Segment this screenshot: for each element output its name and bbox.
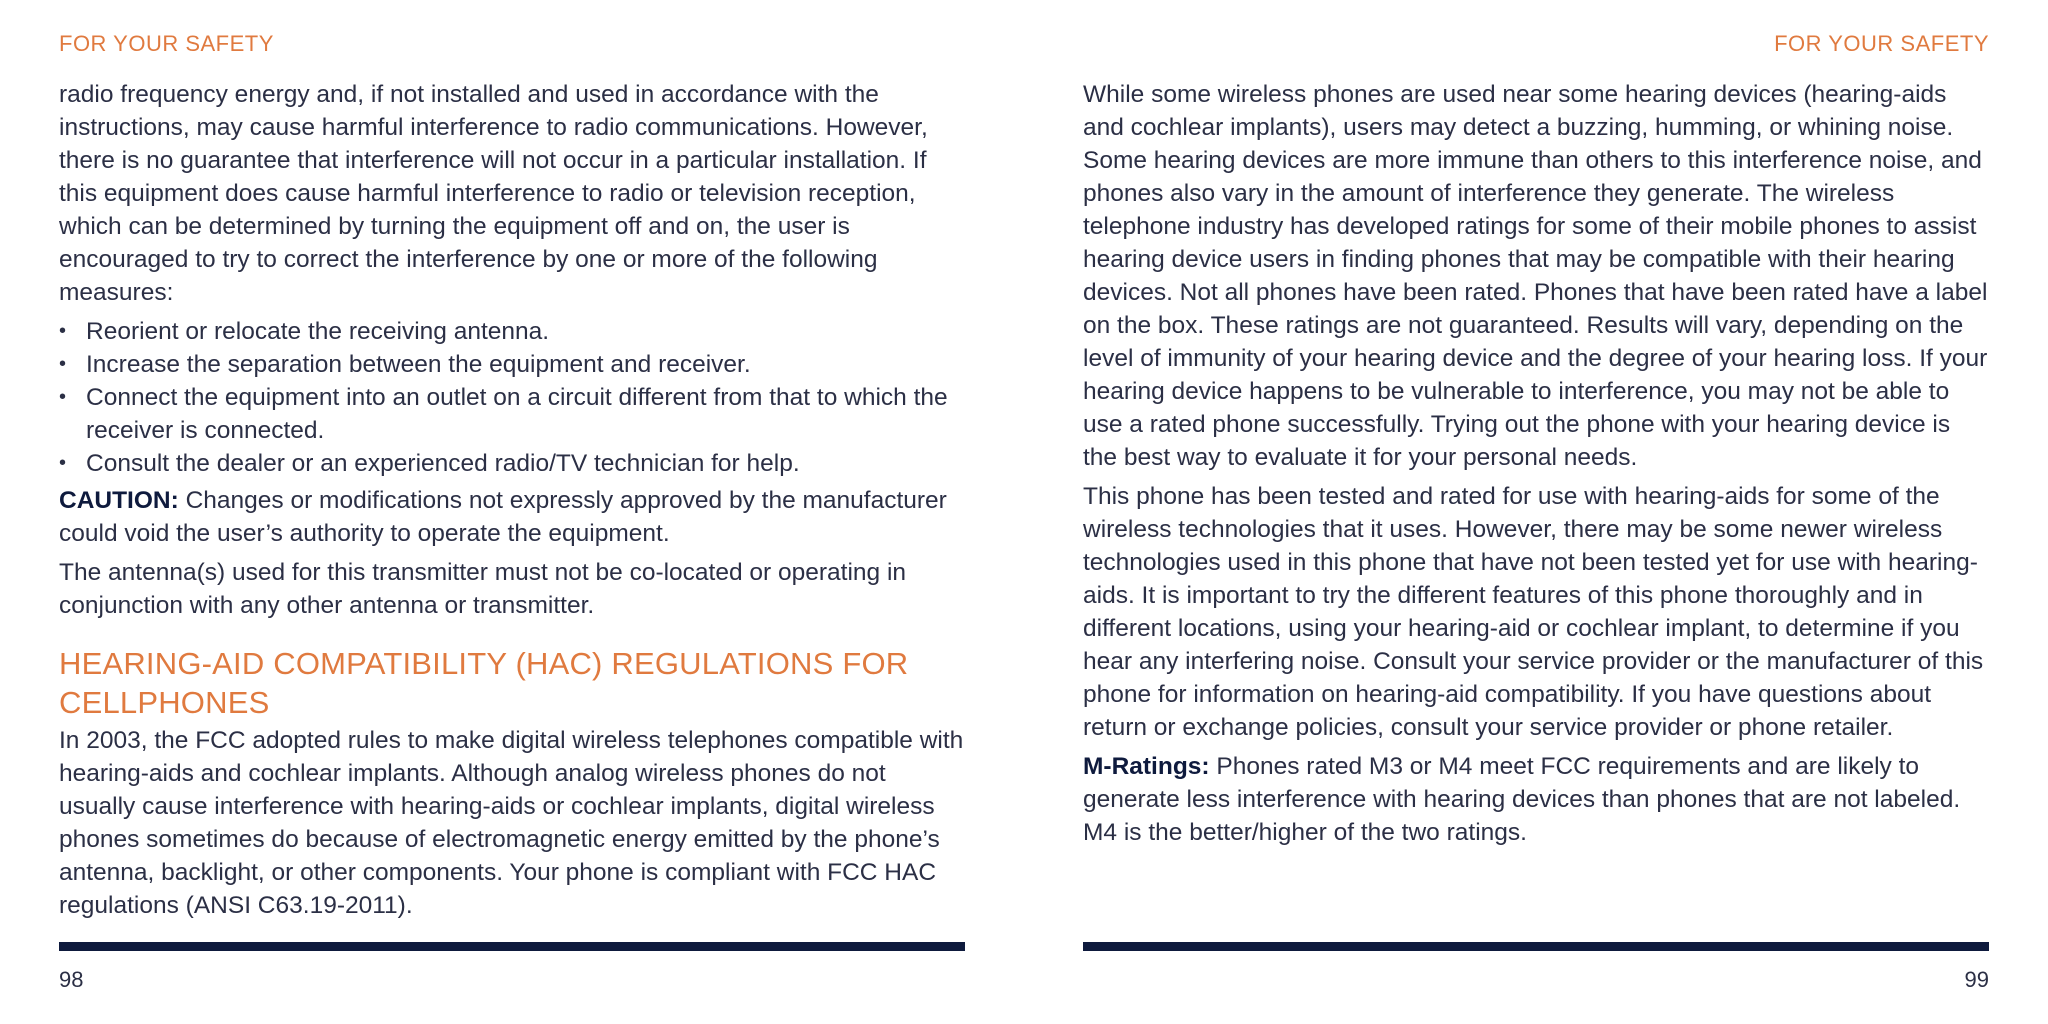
hearing-devices-paragraph: While some wireless phones are used near some hearing devices (hearing-aids and cochlear implants), users may detect a buzzing, humming, or whining noise. Some hearing devices are more immune than others to this interference noise, and phones also vary in the amount of interference they generate. The wireless telephone industry has developed ratings for some of their mobile phones to assist hearing device users in finding phones that may be compatible with their hearing devices. Not all phones have been rated. Phones that have been rated have a label on the box. These ratings are not guaranteed. Results will vary, depending on the level of immunity of your hearing device and the degree of your hearing loss. If your hearing device happens to be vulnerable to interference, you may not be able to use a rated phone successfully. Trying out the phone with your hearing device is the best way to evaluate it for your personal needs. [1083,81,1988,471]
antenna-paragraph: The antenna(s) used for this transmitter must not be co-located or operating in conjunction with any other antenna or transmitter. [59,559,907,619]
page-number: 99 [1964,967,1989,992]
m-ratings-label: M-Ratings: [1083,753,1210,780]
left-page [59,0,965,1024]
m-ratings-paragraph [1083,750,1989,849]
m-ratings-text: Phones rated M3 or M4 meet FCC requirements and are likely to generate less interference with hearing devices than phones that are not labeled. M4 is the better/higher of the two ratings. [1083,753,1961,846]
caution-paragraph [59,484,965,550]
left-page-content [59,78,965,928]
caution-text: Changes or modifications not expressly approved by the manufacturer could void the user’s authority to operate the equipment. [59,487,947,547]
list-item: • Consult the dealer or an experienced radio/TV technician for help. [59,447,965,480]
caution-label: CAUTION: [59,487,179,514]
right-page [1083,0,1989,1024]
left-page-header: FOR YOUR SAFETY [59,31,274,56]
interference-measures-list [59,315,965,480]
footer-rule [59,942,965,951]
list-item: • Connect the equipment into an outlet on a circuit different from that to which the receiver is connected. [59,381,965,447]
right-page-content [1083,78,1989,855]
right-page-header: FOR YOUR SAFETY [1774,31,1989,56]
hac-section-heading: HEARING-AID COMPATIBILITY (HAC) REGULATIONS FOR CELLPHONES [59,646,909,720]
intro-paragraph: radio frequency energy and, if not installed and used in accordance with the instructions, may cause harmful interference to radio communications. However, there is no guarantee that interference will not occur in a particular installation. If this equipment does cause harmful interference to radio or television reception, which can be determined by turning the equipment off and on, the user is encouraged to try to correct the interference by one or more of the following measures: [59,81,928,306]
page-number: 98 [59,967,84,992]
list-item: • Reorient or relocate the receiving antenna. [59,315,965,348]
footer-rule [1083,942,1989,951]
hac-paragraph: In 2003, the FCC adopted rules to make digital wireless telephones compatible with hearing-aids and cochlear implants. Although analog wireless phones do not usually cause interference with hearing-aids or cochlear implants, digital wireless phones sometimes do because of electromagnetic energy emitted by the phone’s antenna, backlight, or other components. Your phone is compliant with FCC HAC regulations (ANSI C63.19-2011). [59,727,964,919]
tested-rated-paragraph: This phone has been tested and rated for use with hearing-aids for some of the wireless technologies that it uses. However, there may be some newer wireless technologies used in this phone that have not been tested yet for use with hearing-aids. It is important to try the different features of this phone thoroughly and in different locations, using your hearing-aid or cochlear implant, to determine if you hear any interfering noise. Consult your service provider or the manufacturer of this phone for information on hearing-aid compatibility. If you have questions about return or exchange policies, consult your service provider or phone retailer. [1083,483,1984,741]
list-item: • Increase the separation between the equipment and receiver. [59,348,965,381]
